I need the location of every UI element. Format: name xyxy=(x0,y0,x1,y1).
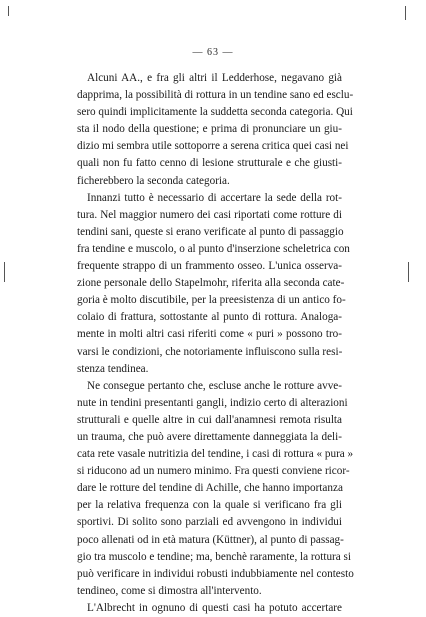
page-number: — 63 — xyxy=(192,47,234,58)
margin-mark-top-right xyxy=(405,6,406,20)
text-line: colaio di frattura, sottostante al punto di rottura. Analoga- xyxy=(77,311,342,324)
margin-mark-top-left xyxy=(8,6,9,16)
text-line: nute in tendini presentanti gangli, indizio certo di alterazioni xyxy=(77,396,348,409)
text-line: sta il nodo della questione; e prima di pronunciare un giu- xyxy=(77,123,342,136)
text-line: tendini sani, queste si erano verificate al punto di passaggio xyxy=(77,225,344,238)
paragraph xyxy=(77,378,354,600)
margin-mark-left xyxy=(4,262,5,282)
text-line: Alcuni AA., e fra gli altri il Ledderhose, negavano già xyxy=(87,72,342,84)
text-line: dizio mi sembra utile sottoporre a serena critica quei casi nei xyxy=(77,140,349,153)
text-line: gio tra muscolo e tendine; ma, benchè raramente, la rottura si xyxy=(77,550,351,563)
paragraph xyxy=(77,70,354,190)
text-line: zione personale dello Stapelmohr, riferita alla seconda cate- xyxy=(77,277,345,290)
text-line: cata rete vasale nutritizia del tendine, i casi di rottura « pura » xyxy=(77,448,354,461)
text-line: goria è molto discutibile, per la preesistenza di un antico fo- xyxy=(77,294,346,307)
text-line: fra tendine e muscolo, o al punto d'inserzione scheletrica con xyxy=(77,242,350,255)
text-line: quali non fu fatto cenno di lesione strutturale e che giusti- xyxy=(77,157,342,170)
text-line: ficherebbero la seconda categoria. xyxy=(77,174,230,187)
paragraph xyxy=(77,600,342,617)
text-line: può verificare in individui robusti indubbiamente nel contesto xyxy=(77,567,354,580)
paragraph xyxy=(77,190,350,378)
text-line: si riducono ad un numero minimo. Fra questi conviene ricor- xyxy=(77,465,350,478)
text-line: un trauma, che può avere direttamente danneggiata la deli- xyxy=(77,430,342,443)
text-line: dare le rotture del tendine di Achille, che hanno importanza xyxy=(77,482,343,495)
text-line: tendineo, come si dimostra all'intervento. xyxy=(77,584,262,597)
text-line: dapprima, la possibilità di rottura in un tendine sano ed esclu- xyxy=(77,89,354,102)
text-line: mente in molti altri casi riferiti come « puri » possono tro- xyxy=(77,328,342,341)
body-text xyxy=(77,70,354,617)
text-line: sero quindi implicitamente la suddetta seconda categoria. Qui xyxy=(77,106,353,119)
text-line: tura. Nel maggior numero dei casi riportati come rotture di xyxy=(77,208,342,221)
text-line: per la relativa frequenza con la quale si verificano fra gli xyxy=(77,499,342,512)
text-line: strutturali e quelle altre in cui dall'anamnesi remota risulta xyxy=(77,413,342,426)
text-line: L'Albrecht in ognuno di questi casi ha potuto accertare xyxy=(87,601,342,614)
text-line: stenza tendinea. xyxy=(77,362,149,375)
text-line: sportivi. Di solito sono parziali ed avvengono in individui xyxy=(77,516,342,529)
text-line: poco allenati od in età matura (Küttner), al punto di passag- xyxy=(77,533,344,546)
text-line: Innanzi tutto è necessario di accertare la sede della rot- xyxy=(87,191,342,204)
text-line: varsi le condizioni, che notoriamente influiscono sulla resi- xyxy=(77,345,343,358)
text-line: Ne consegue pertanto che, escluse anche le rotture avve- xyxy=(87,379,342,392)
text-line: frequente strappo di un frammento osseo. L'unica osserva- xyxy=(77,260,342,273)
margin-mark-right xyxy=(408,262,409,282)
